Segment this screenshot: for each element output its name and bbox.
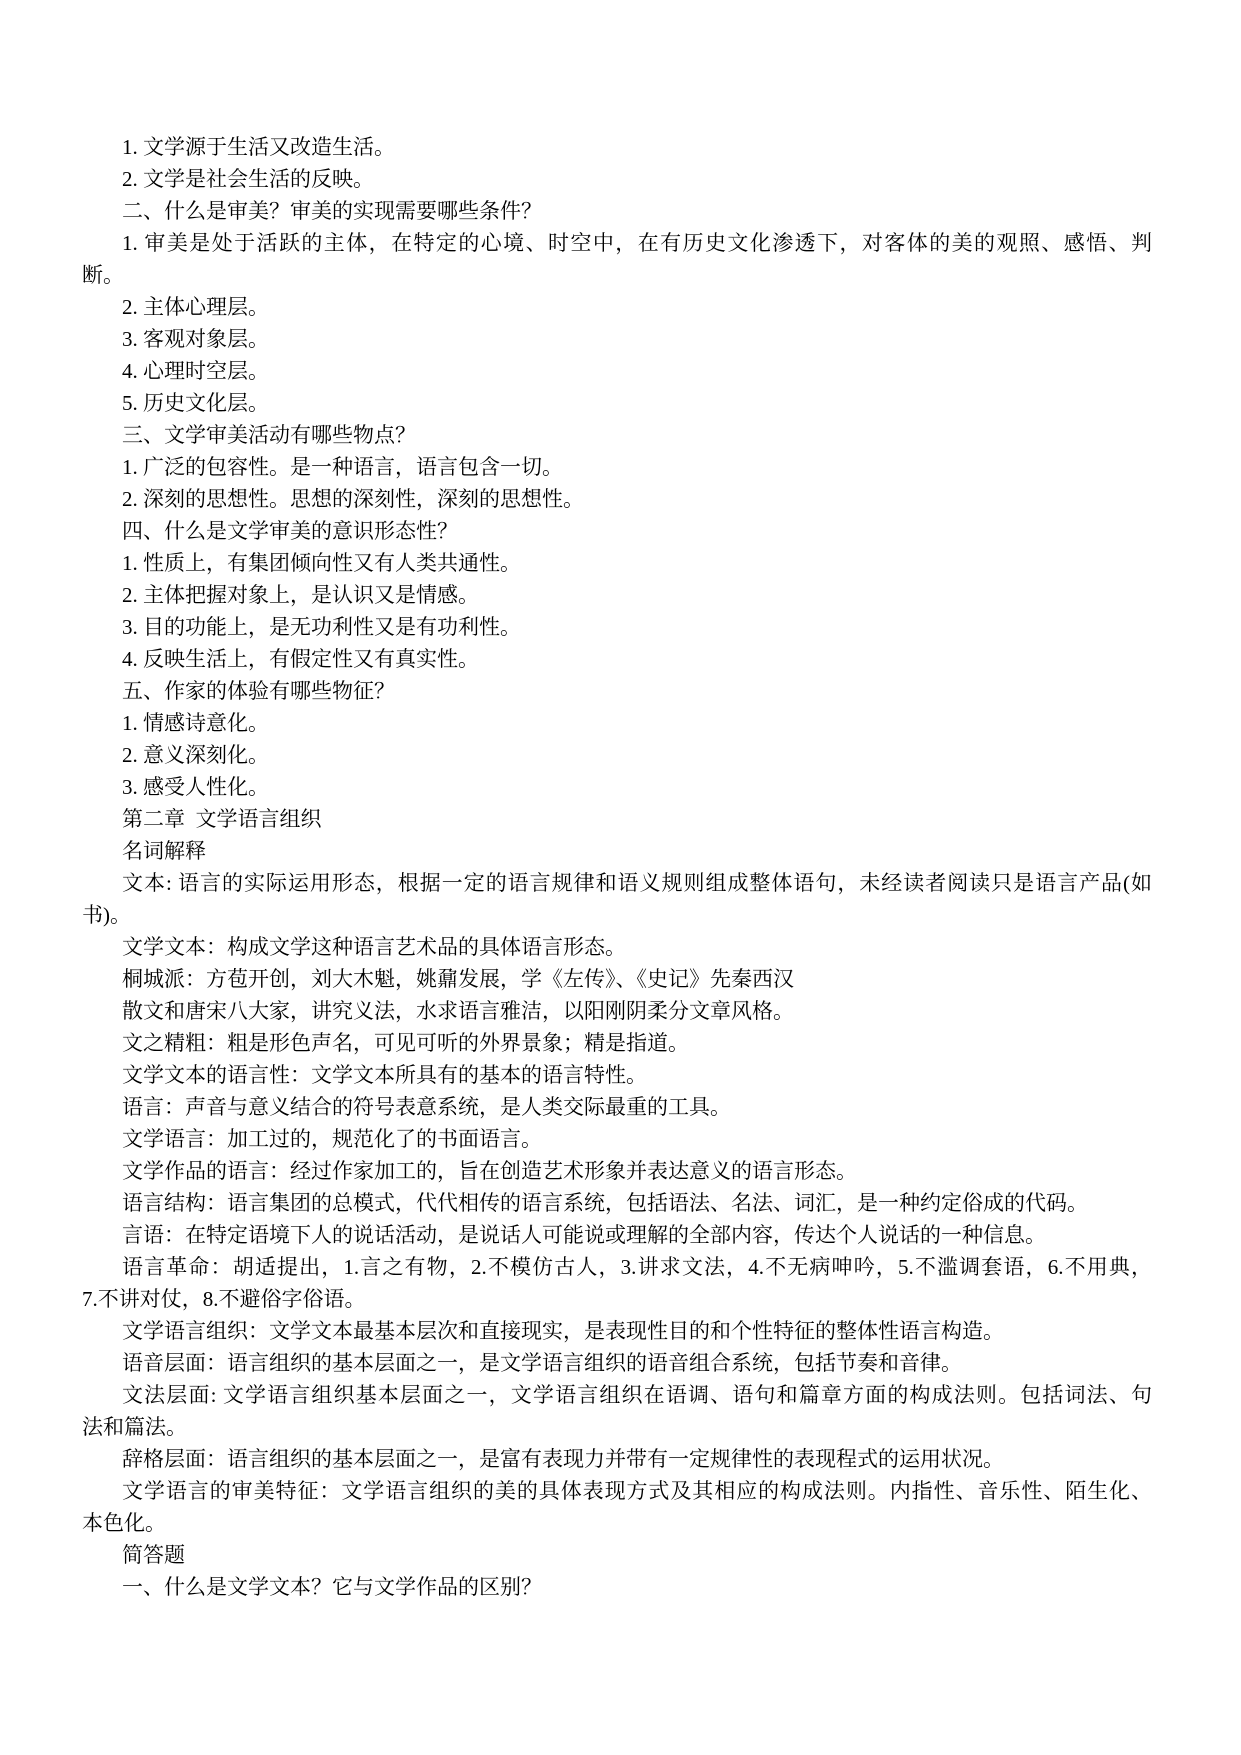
question-heading: 二、什么是审美？审美的实现需要哪些条件？: [122, 199, 542, 223]
term-definition: 辞格层面：语言组织的基本层面之一，是富有表现力并带有一定规律性的表现程式的运用状况。: [122, 1447, 1004, 1471]
term-definition: [82, 1475, 1152, 1539]
answer-item: 2. 意义深刻化。: [122, 743, 269, 767]
term-definition: 散文和唐宋八大家，讲究义法，水求语言雅洁，以阳刚阴柔分文章风格。: [122, 999, 794, 1023]
answer-item: [82, 227, 1152, 291]
answer-item: 4. 反映生活上，有假定性又有真实性。: [122, 647, 479, 671]
term-definition: 语音层面：语言组织的基本层面之一，是文学语言组织的语音组合系统，包括节奏和音律。: [122, 1351, 962, 1375]
answer-item: 1. 广泛的包容性。是一种语言，语言包含一切。: [122, 455, 563, 479]
section-heading: 简答题: [122, 1543, 185, 1567]
section-heading: 名词解释: [122, 839, 206, 863]
answer-item: 5. 历史文化层。: [122, 391, 269, 415]
paragraph-first-line: 文本: 语言的实际运用形态，根据一定的语言规律和语义规则组成整体语句，未经读者阅读只是语言产品(如: [122, 871, 1152, 895]
answer-item: 2. 主体心理层。: [122, 295, 269, 319]
question-heading: 五、作家的体验有哪些物征？: [122, 679, 395, 703]
term-definition: 桐城派：方苞开创，刘大木魁，姚鼐发展，学《左传》、《史记》先秦西汉: [122, 967, 794, 991]
question-heading: 四、什么是文学审美的意识形态性？: [122, 519, 458, 543]
answer-item: 3. 目的功能上，是无功利性又是有功利性。: [122, 615, 521, 639]
paragraph-first-line: 语言革命：胡适提出，1.言之有物，2.不模仿古人，3.讲求文法，4.不无病呻吟，5.不滥调套语，6.不用典，: [122, 1255, 1152, 1279]
term-definition: 语言结构：语言集团的总模式，代代相传的语言系统，包括语法、名法、词汇，是一种约定俗成的代码。: [122, 1191, 1088, 1215]
answer-item: 2. 文学是社会生活的反映。: [122, 167, 374, 191]
paragraph-first-line: 文学语言的审美特征：文学语言组织的美的具体表现方式及其相应的构成法则。内指性、音乐性、陌生化、: [122, 1479, 1152, 1503]
paragraph-first-line: 文法层面: 文学语言组织基本层面之一，文学语言组织在语调、语句和篇章方面的构成法则。包括词法、句: [122, 1383, 1152, 1407]
term-definition: [82, 867, 1152, 931]
term-definition: 言语：在特定语境下人的说话活动，是说话人可能说或理解的全部内容，传达个人说话的一种信息。: [122, 1223, 1046, 1247]
chapter-title: 第二章 文学语言组织: [122, 807, 322, 831]
answer-item: 3. 感受人性化。: [122, 775, 269, 799]
question-heading: 一、什么是文学文本？它与文学作品的区别？: [122, 1575, 542, 1599]
answer-item: 2. 深刻的思想性。思想的深刻性，深刻的思想性。: [122, 487, 584, 511]
term-definition: [82, 1379, 1152, 1443]
term-definition: [82, 1251, 1152, 1315]
paragraph-continuation-line: 书)。: [82, 903, 131, 927]
answer-item: 1. 情感诗意化。: [122, 711, 269, 735]
question-heading: 三、文学审美活动有哪些物点？: [122, 423, 416, 447]
answer-item: 3. 客观对象层。: [122, 327, 269, 351]
document-body: [82, 131, 1152, 1603]
term-definition: 文学语言组织：文学文本最基本层次和直接现实，是表现性目的和个性特征的整体性语言构造。: [122, 1319, 1004, 1343]
paragraph-first-line: 1. 审美是处于活跃的主体，在特定的心境、时空中，在有历史文化渗透下，对客体的美的观照、感悟、判: [122, 231, 1152, 255]
paragraph-continuation-line: 法和篇法。: [82, 1415, 187, 1439]
term-definition: 文学语言：加工过的，规范化了的书面语言。: [122, 1127, 542, 1151]
answer-item: 1. 文学源于生活又改造生活。: [122, 135, 395, 159]
answer-item: 4. 心理时空层。: [122, 359, 269, 383]
answer-item: 1. 性质上，有集团倾向性又有人类共通性。: [122, 551, 521, 575]
term-definition: 文之精粗：粗是形色声名，可见可听的外界景象；精是指道。: [122, 1031, 689, 1055]
term-definition: 文学文本的语言性：文学文本所具有的基本的语言特性。: [122, 1063, 647, 1087]
paragraph-continuation-line: 断。: [82, 263, 124, 287]
term-definition: 文学作品的语言：经过作家加工的，旨在创造艺术形象并表达意义的语言形态。: [122, 1159, 857, 1183]
paragraph-continuation-line: 7.不讲对仗，8.不避俗字俗语。: [82, 1287, 366, 1311]
term-definition: 语言：声音与意义结合的符号表意系统，是人类交际最重的工具。: [122, 1095, 731, 1119]
paragraph-continuation-line: 本色化。: [82, 1511, 166, 1535]
answer-item: 2. 主体把握对象上，是认识又是情感。: [122, 583, 479, 607]
term-definition: 文学文本：构成文学这种语言艺术品的具体语言形态。: [122, 935, 626, 959]
